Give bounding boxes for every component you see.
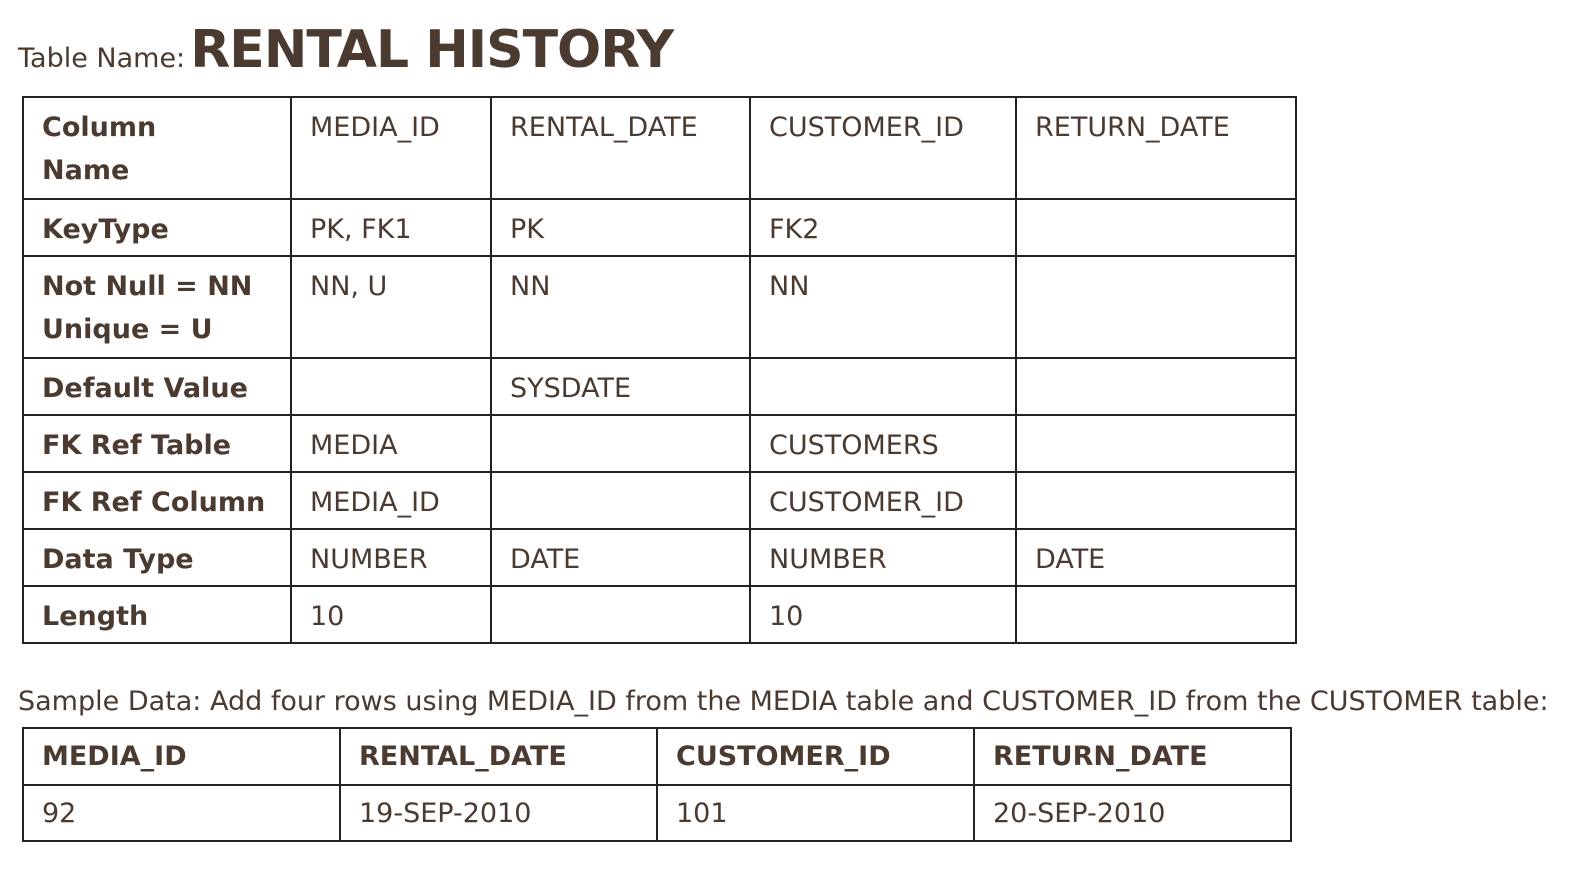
schema-row (23, 586, 1296, 643)
schema-row-header: Length (23, 586, 291, 643)
schema-row (23, 256, 1296, 358)
sample-cell: 20-SEP-2010 (974, 785, 1291, 841)
schema-row (23, 415, 1296, 472)
sample-cell: 101 (657, 785, 974, 841)
schema-cell (491, 586, 750, 643)
schema-cell: 10 (291, 586, 491, 643)
schema-cell (1016, 358, 1296, 415)
schema-cell: NN (491, 256, 750, 358)
sample-cell: 19-SEP-2010 (340, 785, 657, 841)
schema-row-header: Not Null = NN Unique = U (23, 256, 291, 358)
schema-row (23, 529, 1296, 586)
schema-cell (750, 358, 1016, 415)
sample-data-table (22, 727, 1292, 842)
sample-cell: 92 (23, 785, 340, 841)
table-name-heading (18, 20, 673, 80)
sample-column-header: MEDIA_ID (23, 728, 340, 785)
schema-cell (1016, 415, 1296, 472)
schema-cell: NUMBER (750, 529, 1016, 586)
schema-row-header: KeyType (23, 199, 291, 256)
schema-row (23, 472, 1296, 529)
schema-row (23, 199, 1296, 256)
schema-cell: DATE (1016, 529, 1296, 586)
schema-cell: PK, FK1 (291, 199, 491, 256)
schema-row-header: Column Name (23, 97, 291, 199)
schema-cell: NUMBER (291, 529, 491, 586)
schema-cell: MEDIA_ID (291, 472, 491, 529)
schema-cell (491, 472, 750, 529)
sample-column-header: RETURN_DATE (974, 728, 1291, 785)
schema-cell (291, 358, 491, 415)
table-name-value: RENTAL HISTORY (190, 20, 674, 80)
table-name-label: Table Name: (18, 43, 186, 74)
schema-cell: FK2 (750, 199, 1016, 256)
schema-cell: DATE (491, 529, 750, 586)
schema-cell (1016, 586, 1296, 643)
schema-table (22, 96, 1297, 644)
schema-cell: RENTAL_DATE (491, 97, 750, 199)
schema-cell: 10 (750, 586, 1016, 643)
schema-cell: NN, U (291, 256, 491, 358)
schema-cell: RETURN_DATE (1016, 97, 1296, 199)
schema-cell: SYSDATE (491, 358, 750, 415)
schema-cell: PK (491, 199, 750, 256)
schema-cell (491, 415, 750, 472)
sample-data-caption: Sample Data: Add four rows using MEDIA_ID from the MEDIA table and CUSTOMER_ID from the CUSTOMER table: (18, 686, 1549, 717)
schema-cell: MEDIA_ID (291, 97, 491, 199)
schema-cell: MEDIA (291, 415, 491, 472)
schema-row-header: Default Value (23, 358, 291, 415)
schema-cell: CUSTOMERS (750, 415, 1016, 472)
schema-cell (1016, 472, 1296, 529)
sample-row (23, 785, 1291, 841)
sample-column-header: CUSTOMER_ID (657, 728, 974, 785)
sample-column-header: RENTAL_DATE (340, 728, 657, 785)
schema-cell (1016, 199, 1296, 256)
schema-row-header: FK Ref Table (23, 415, 291, 472)
schema-cell: CUSTOMER_ID (750, 472, 1016, 529)
schema-row-header: Data Type (23, 529, 291, 586)
schema-row (23, 97, 1296, 199)
sample-header-row (23, 728, 1291, 785)
schema-row (23, 358, 1296, 415)
schema-cell: NN (750, 256, 1016, 358)
schema-cell: CUSTOMER_ID (750, 97, 1016, 199)
schema-row-header: FK Ref Column (23, 472, 291, 529)
schema-cell (1016, 256, 1296, 358)
